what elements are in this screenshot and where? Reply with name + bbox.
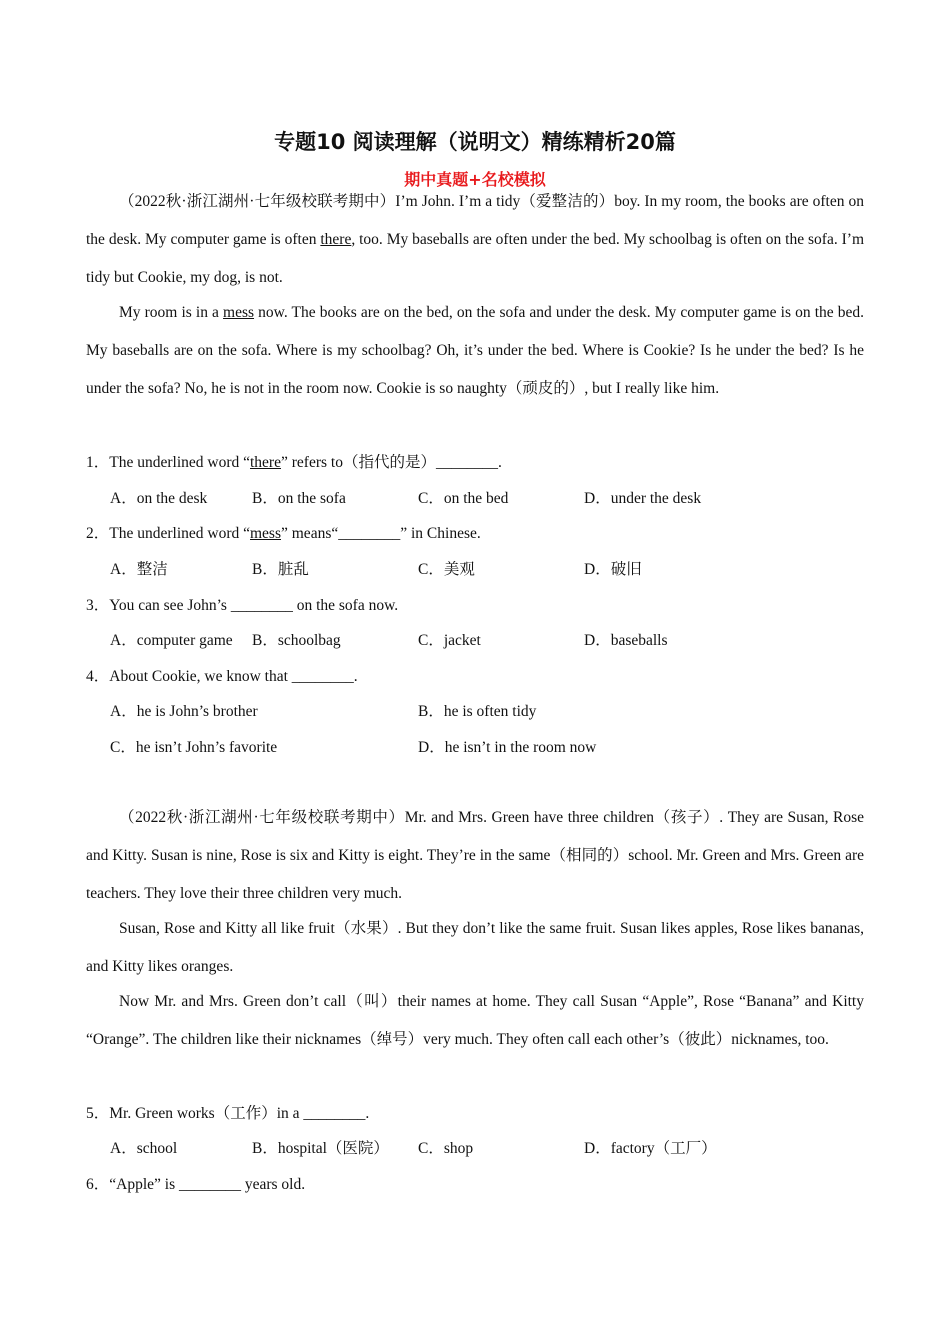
question-4: 4．About Cookie, we know that ________. — [86, 668, 358, 685]
question-text: ” refers to（指代的是）________. — [280, 454, 502, 471]
question-underlined-word: there — [250, 454, 281, 471]
underlined-word-mess: mess — [223, 304, 255, 321]
q1-option-d: D．under the desk — [584, 490, 702, 507]
q2-option-d: D．破旧 — [584, 561, 642, 578]
underlined-word-there: there — [320, 231, 352, 248]
page-subtitle: 期中真题+名校模拟 — [404, 170, 546, 189]
passage2-paragraph2: Susan, Rose and Kitty all like fruit（水果）. But they don’t like the same fruit. Susan likes apples, Rose likes bananas, and Kitty likes oranges. — [86, 920, 864, 975]
passage2-paragraph3: Now Mr. and Mrs. Green don’t call（叫）their names at home. They call Susan “Apple”, Rose “Banana” and Kitty “Orange”. The children like their nicknames（绰号）very much. They often call each other’s（彼此）nicknames, too. — [86, 993, 864, 1048]
question-3: 3．You can see John’s ________ on the sofa now. — [86, 597, 399, 614]
q3-option-d: D．baseballs — [584, 632, 668, 649]
question-6: 6．“Apple” is ________ years old. — [86, 1176, 306, 1193]
q4-option-b: B．he is often tidy — [418, 703, 537, 720]
q2-option-c: C．美观 — [418, 561, 475, 578]
question-underlined-word: mess — [250, 525, 281, 542]
passage2-paragraph1: （2022秋·浙江湖州·七年级校联考期中）Mr. and Mrs. Green have three children（孩子）. They are Susan, Rose and Kitty. Susan is nine, Rose is six and Kitty is eight. They’re in the same（相同的）school. Mr. Green and Mrs. Green are teachers. They love their three children very much. — [86, 809, 864, 902]
q4-option-a: A．he is John’s brother — [110, 703, 258, 720]
passage1-paragraph2 — [86, 294, 864, 408]
q3-option-a: A．computer game — [110, 632, 233, 649]
q5-option-b: B．hospital（医院） — [252, 1140, 389, 1157]
question-2 — [86, 524, 481, 544]
question-1 — [86, 453, 502, 473]
q5-option-c: C．shop — [418, 1140, 474, 1157]
q5-option-a: A．school — [110, 1140, 178, 1157]
q2-option-b: B．脏乱 — [252, 561, 309, 578]
passage1-paragraph1 — [86, 183, 864, 297]
passage-text: （2022秋·浙江湖州·七年级校联考期中）I’m John. I’m a tidy（爱整洁的）boy. In my room, the books are often on the desk. My computer game is often — [86, 193, 864, 248]
question-text: ” means“________” in Chinese. — [281, 525, 481, 542]
q4-option-d: D．he isn’t in the room now — [418, 739, 597, 756]
q4-option-c: C．he isn’t John’s favorite — [110, 739, 278, 756]
q1-option-b: B．on the sofa — [252, 490, 346, 507]
question-5: 5．Mr. Green works（工作）in a ________. — [86, 1105, 370, 1122]
passage-text: , too. My baseballs are often under the bed. My schoolbag is often on the sofa. I’m tidy but Cookie, my dog, is not. — [86, 231, 865, 286]
q1-option-a: A．on the desk — [110, 490, 208, 507]
q2-option-a: A．整洁 — [110, 561, 168, 578]
q1-option-c: C．on the bed — [418, 490, 509, 507]
passage-text: now. The books are on the bed, on the sofa and under the desk. My computer game is on the bed. My baseballs are on the sofa. Where is my schoolbag? Oh, it’s under the bed. Where is Cookie? Is he under the bed? Is he under the sofa? No, he is not in the room now. Cookie is so naughty（顽皮的）, but I really like him. — [86, 304, 864, 397]
q3-option-b: B．schoolbag — [252, 632, 341, 649]
q5-option-d: D．factory（工厂） — [584, 1140, 717, 1157]
question-text: 2．The underlined word “ — [86, 525, 250, 542]
page-title: 专题10 阅读理解（说明文）精练精析20篇 — [274, 130, 676, 154]
question-text: 1．The underlined word “ — [86, 454, 250, 471]
passage-text: My room is in a — [119, 304, 224, 321]
q3-option-c: C．jacket — [418, 632, 481, 649]
